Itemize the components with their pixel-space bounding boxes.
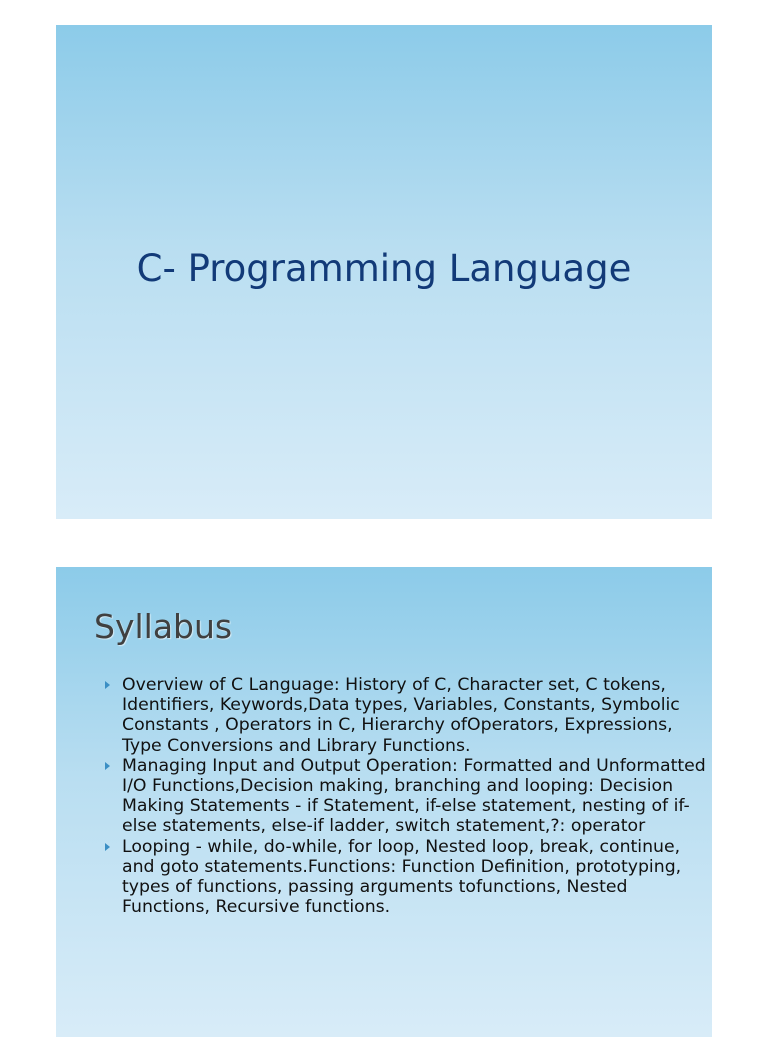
syllabus-slide	[56, 567, 712, 1037]
bullet-arrow-icon	[105, 681, 110, 689]
title-slide	[56, 25, 712, 519]
syllabus-bullet-text: Looping - while, do-while, for loop, Nested loop, break, continue, and goto statements.Functions: Function Definition, prototyping, types of functions, passing arguments tofunctions, Nested Functions, Recursive functions.	[122, 836, 682, 918]
syllabus-bullet-text: Overview of C Language: History of C, Character set, C tokens, Identifiers, Keywords,Data types, Variables, Constants, Symbolic Constants , Operators in C, Hierarchy ofOperators, Expressions, Type Conversions and Library Functions.	[122, 675, 680, 756]
syllabus-bullet-item	[102, 837, 706, 918]
syllabus-bullet-list	[102, 675, 706, 917]
bullet-arrow-icon	[105, 762, 110, 770]
syllabus-bullet-item	[102, 756, 706, 837]
syllabus-bullet-item	[102, 675, 706, 756]
slide-title: C- Programming Language	[136, 247, 632, 290]
syllabus-heading: Syllabus	[94, 607, 233, 646]
syllabus-bullet-text: Managing Input and Output Operation: Formatted and Unformatted I/O Functions,Decision making, branching and looping: Decision Making Statements - if Statement, if-else statement, nesting of if-else statements, else-if ladder, switch statement,?: operator	[122, 755, 706, 837]
bullet-arrow-icon	[105, 843, 110, 851]
